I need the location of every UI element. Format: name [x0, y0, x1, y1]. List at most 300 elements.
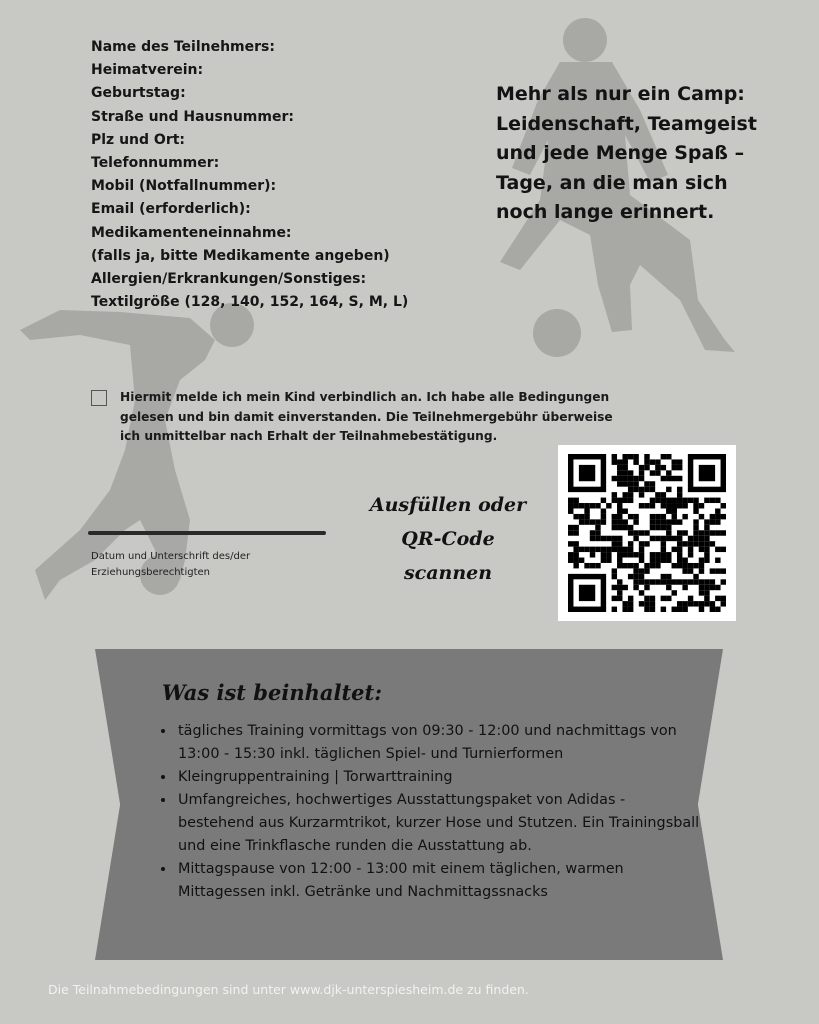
qr-module — [595, 547, 600, 552]
qr-module — [606, 552, 611, 557]
qr-module — [666, 525, 671, 530]
qr-module — [715, 547, 720, 552]
qr-module — [661, 607, 666, 612]
qr-module — [617, 465, 622, 470]
qr-module — [677, 536, 682, 541]
qr-module — [590, 519, 595, 524]
qr-module — [584, 519, 589, 524]
qr-module — [715, 585, 720, 590]
qr-module — [666, 574, 671, 579]
form-field-zip-city[interactable]: Plz und Ort: — [91, 131, 186, 148]
qr-module — [704, 530, 709, 535]
qr-module — [622, 459, 627, 464]
qr-module — [661, 498, 666, 503]
qr-module — [693, 601, 698, 606]
qr-module — [710, 568, 715, 573]
form-field-birthday[interactable]: Geburtstag: — [91, 85, 186, 102]
qr-module — [721, 568, 726, 573]
qr-module — [682, 514, 687, 519]
signature-line[interactable] — [88, 531, 326, 535]
qr-module — [688, 579, 693, 584]
qr-module — [606, 503, 611, 508]
qr-code-icon — [568, 454, 726, 612]
qr-module — [590, 563, 595, 568]
consent-checkbox[interactable] — [91, 390, 107, 406]
qr-module — [612, 459, 617, 464]
qr-module — [672, 590, 677, 595]
qr-module — [704, 498, 709, 503]
qr-module — [590, 547, 595, 552]
qr-module — [693, 563, 698, 568]
qr-module — [704, 541, 709, 546]
qr-module — [699, 536, 704, 541]
qr-module — [644, 568, 649, 573]
qr-module — [622, 470, 627, 475]
qr-module — [661, 514, 666, 519]
form-field-phone[interactable]: Telefonnummer: — [91, 155, 220, 172]
qr-module — [699, 563, 704, 568]
qr-module — [644, 579, 649, 584]
qr-module — [650, 470, 655, 475]
qr-module — [639, 530, 644, 535]
qr-module — [612, 585, 617, 590]
qr-module — [573, 525, 578, 530]
list-item: • Umfangreiches, hochwertiges Ausstattungspaket von Adidas - bestehend aus Kurzarmtrikot, kurzer Hose und Stutzen. Ein Trainingsball und eine Trinkflasche runden die Ausstattung ab. — [176, 789, 706, 858]
form-field-street[interactable]: Straße und Hausnummer: — [91, 108, 294, 125]
form-field-allergies[interactable]: Allergien/Erkrankungen/Sonstiges: — [91, 271, 367, 288]
form-field-mobile[interactable]: Mobil (Notfallnummer): — [91, 178, 277, 195]
qr-module — [622, 519, 627, 524]
qr-module — [628, 492, 633, 497]
qr-module — [672, 547, 677, 552]
qr-module — [699, 547, 704, 552]
qr-module — [655, 498, 660, 503]
signature-caption — [91, 549, 291, 580]
qr-module — [617, 563, 622, 568]
qr-module — [639, 503, 644, 508]
qr-module — [666, 476, 671, 481]
qr-module — [704, 558, 709, 563]
qr-module — [617, 476, 622, 481]
qr-module — [622, 585, 627, 590]
qr-module — [688, 568, 693, 573]
qr-module — [666, 579, 671, 584]
qr-module — [628, 454, 633, 459]
qr-module — [633, 454, 638, 459]
qr-module — [622, 481, 627, 486]
qr-module — [639, 552, 644, 557]
qr-module — [721, 530, 726, 535]
qr-module — [655, 465, 660, 470]
qr-module — [693, 508, 698, 513]
qr-module — [617, 585, 622, 590]
qr-module — [612, 536, 617, 541]
qr-module — [704, 579, 709, 584]
qr-module — [699, 607, 704, 612]
qr-module — [672, 508, 677, 513]
qr-module — [693, 525, 698, 530]
qr-module — [715, 508, 720, 513]
qr-module — [699, 585, 704, 590]
qr-module — [568, 508, 573, 513]
qr-module — [693, 541, 698, 546]
qr-module — [595, 525, 600, 530]
qr-module — [715, 607, 720, 612]
qr-module — [628, 607, 633, 612]
qr-module — [661, 574, 666, 579]
qr-module — [622, 607, 627, 612]
qr-module — [721, 514, 726, 519]
qr-module — [661, 503, 666, 508]
qr-module — [639, 568, 644, 573]
qr-module — [704, 547, 709, 552]
qr-module — [688, 536, 693, 541]
qr-module — [628, 514, 633, 519]
qr-module — [666, 498, 671, 503]
qr-module — [633, 579, 638, 584]
qr-module — [617, 541, 622, 546]
qr-module — [682, 607, 687, 612]
qr-module — [579, 503, 584, 508]
qr-module — [688, 498, 693, 503]
qr-module — [682, 530, 687, 535]
soccer-ball-icon-right — [533, 309, 581, 357]
qr-module — [650, 558, 655, 563]
qr-module — [672, 519, 677, 524]
qr-module — [628, 596, 633, 601]
qr-module — [639, 590, 644, 595]
qr-call-to-action — [356, 488, 540, 590]
qr-module — [721, 601, 726, 606]
qr-module — [650, 579, 655, 584]
qr-module — [568, 525, 573, 530]
qr-module — [573, 541, 578, 546]
qr-module — [715, 514, 720, 519]
qr-module — [622, 601, 627, 606]
qr-module — [704, 525, 709, 530]
qr-module — [704, 590, 709, 595]
qr-module — [677, 563, 682, 568]
qr-module — [666, 519, 671, 524]
qr-module — [573, 558, 578, 563]
qr-module — [710, 519, 715, 524]
qr-module — [612, 498, 617, 503]
qr-module — [710, 498, 715, 503]
qr-module — [704, 536, 709, 541]
qr-module — [672, 514, 677, 519]
qr-module — [661, 541, 666, 546]
qr-module — [682, 601, 687, 606]
qr-module — [655, 525, 660, 530]
qr-module — [628, 525, 633, 530]
qr-module — [584, 563, 589, 568]
qr-module — [666, 530, 671, 535]
qr-module — [644, 459, 649, 464]
qr-module — [699, 590, 704, 595]
qr-module — [672, 459, 677, 464]
qr-module — [666, 558, 671, 563]
qr-module — [617, 547, 622, 552]
qr-module — [650, 481, 655, 486]
qr-module — [682, 558, 687, 563]
qr-module — [579, 547, 584, 552]
qr-module — [628, 563, 633, 568]
qr-module — [650, 601, 655, 606]
form-field-participant-name[interactable]: Name des Teilnehmers: — [91, 39, 275, 55]
qr-module — [682, 563, 687, 568]
qr-module — [590, 536, 595, 541]
qr-module — [710, 530, 715, 535]
qr-module — [639, 465, 644, 470]
qr-module — [655, 459, 660, 464]
qr-module — [628, 487, 633, 492]
cta-line2: QR-Code — [401, 528, 495, 550]
qr-module — [666, 470, 671, 475]
qr-module — [644, 454, 649, 459]
qr-module — [606, 558, 611, 563]
qr-module — [699, 503, 704, 508]
footer-note[interactable]: Die Teilnahmebedingungen sind unter www.djk-unterspiesheim.de zu finden. — [48, 982, 529, 997]
qr-module — [617, 590, 622, 595]
qr-module — [617, 519, 622, 524]
qr-module — [595, 536, 600, 541]
form-field-medication-note: (falls ja, bitte Medikamente angeben) — [91, 247, 390, 264]
qr-module — [633, 459, 638, 464]
qr-module — [688, 601, 693, 606]
qr-module — [721, 579, 726, 584]
qr-module — [682, 498, 687, 503]
qr-module — [677, 487, 682, 492]
qr-module — [655, 563, 660, 568]
qr-module — [693, 498, 698, 503]
qr-module — [672, 607, 677, 612]
qr-module — [650, 498, 655, 503]
qr-module — [633, 514, 638, 519]
qr-module — [677, 607, 682, 612]
included-list — [158, 720, 706, 904]
qr-module — [672, 503, 677, 508]
qr-module — [704, 601, 709, 606]
qr-module — [601, 519, 606, 524]
form-field-medication[interactable]: Medikamenteneinnahme: — [91, 224, 292, 241]
qr-module — [612, 596, 617, 601]
qr-module — [693, 519, 698, 524]
qr-module — [677, 498, 682, 503]
qr-module — [661, 579, 666, 584]
qr-module — [677, 552, 682, 557]
qr-module — [650, 514, 655, 519]
qr-module — [693, 503, 698, 508]
qr-module — [612, 514, 617, 519]
qr-module — [573, 530, 578, 535]
qr-module — [704, 552, 709, 557]
qr-module — [617, 498, 622, 503]
qr-module — [628, 476, 633, 481]
qr-module — [612, 492, 617, 497]
qr-module — [721, 547, 726, 552]
qr-module — [661, 525, 666, 530]
qr-module — [612, 519, 617, 524]
qr-module — [710, 607, 715, 612]
qr-module — [682, 568, 687, 573]
qr-module — [584, 514, 589, 519]
included-title: Was ist beinhaltet: — [162, 680, 382, 705]
qr-module — [568, 503, 573, 508]
qr-module — [650, 607, 655, 612]
qr-module — [633, 481, 638, 486]
qr-module — [628, 547, 633, 552]
qr-module — [633, 519, 638, 524]
qr-module — [644, 596, 649, 601]
qr-module — [617, 481, 622, 486]
qr-module — [617, 558, 622, 563]
qr-module — [601, 498, 606, 503]
qr-module — [699, 514, 704, 519]
qr-module — [661, 596, 666, 601]
qr-module — [699, 465, 715, 481]
qr-module — [633, 568, 638, 573]
qr-module — [617, 459, 622, 464]
signature-caption-line2: Erziehungsberechtigten — [91, 566, 211, 578]
qr-module — [715, 568, 720, 573]
qr-module — [661, 536, 666, 541]
qr-module — [612, 547, 617, 552]
qr-module — [628, 601, 633, 606]
qr-module — [612, 574, 617, 579]
qr-module — [633, 476, 638, 481]
qr-module — [639, 547, 644, 552]
camp-tagline: Mehr als nur ein Camp: Leidenschaft, Teamgeist und jede Menge Spaß – Tage, an die man sich noch lange erinnert. — [496, 83, 757, 223]
qr-module — [601, 536, 606, 541]
list-item: • Kleingruppentraining | Torwarttraining — [176, 766, 706, 789]
qr-module — [606, 547, 611, 552]
qr-module — [677, 465, 682, 470]
qr-module — [622, 563, 627, 568]
qr-module — [672, 536, 677, 541]
qr-module — [655, 536, 660, 541]
qr-module — [606, 536, 611, 541]
qr-module — [650, 596, 655, 601]
qr-module — [628, 541, 633, 546]
qr-module — [617, 470, 622, 475]
qr-module — [688, 596, 693, 601]
qr-module — [699, 601, 704, 606]
qr-module — [710, 579, 715, 584]
form-field-email[interactable]: Email (erforderlich): — [91, 201, 251, 218]
qr-module — [677, 519, 682, 524]
qr-module — [688, 563, 693, 568]
qr-module — [639, 541, 644, 546]
qr-module — [644, 541, 649, 546]
qr-module — [601, 508, 606, 513]
qr-module — [612, 454, 617, 459]
qr-module — [650, 552, 655, 557]
qr-module — [666, 596, 671, 601]
qr-module — [677, 476, 682, 481]
qr-module — [644, 601, 649, 606]
qr-module — [590, 503, 595, 508]
qr-module — [688, 547, 693, 552]
qr-module — [650, 459, 655, 464]
qr-module — [650, 563, 655, 568]
qr-module — [677, 459, 682, 464]
qr-module — [666, 487, 671, 492]
qr-module — [699, 558, 704, 563]
qr-module — [639, 574, 644, 579]
qr-module — [617, 596, 622, 601]
qr-module — [644, 607, 649, 612]
qr-module — [579, 514, 584, 519]
qr-module — [682, 541, 687, 546]
qr-module — [579, 465, 595, 481]
form-field-textile-size[interactable]: Textilgröße (128, 140, 152, 164, S, M, L) — [91, 294, 409, 311]
qr-module — [633, 563, 638, 568]
qr-module — [601, 552, 606, 557]
qr-module — [704, 585, 709, 590]
qr-module — [715, 596, 720, 601]
qr-module — [666, 503, 671, 508]
list-item: • tägliches Training vormittags von 09:30 - 12:00 und nachmittags von 13:00 - 15:30 inkl. täglichen Spiel- und Turnierformen — [176, 720, 706, 766]
qr-module — [644, 465, 649, 470]
qr-module — [612, 568, 617, 573]
qr-module — [617, 579, 622, 584]
qr-module — [573, 563, 578, 568]
qr-module — [573, 547, 578, 552]
qr-module — [644, 563, 649, 568]
qr-module — [644, 487, 649, 492]
qr-module — [568, 552, 573, 557]
qr-module — [595, 503, 600, 508]
qr-module — [682, 585, 687, 590]
qr-module — [633, 487, 638, 492]
list-item: • Mittagspause von 12:00 - 13:00 mit einem täglichen, warmen Mittagessen inkl. Getränke und Nachmittagssnacks — [176, 858, 706, 904]
qr-module — [677, 492, 682, 497]
qr-module — [661, 465, 666, 470]
qr-module — [590, 530, 595, 535]
qr-module — [661, 558, 666, 563]
form-field-home-club[interactable]: Heimatverein: — [91, 62, 204, 79]
qr-module — [601, 514, 606, 519]
qr-module — [622, 476, 627, 481]
qr-module — [650, 525, 655, 530]
qr-module — [677, 541, 682, 546]
qr-module — [699, 568, 704, 573]
signature-caption-line1: Datum und Unterschrift des/der — [91, 551, 251, 562]
qr-module — [672, 498, 677, 503]
qr-module — [622, 508, 627, 513]
qr-module — [601, 558, 606, 563]
qr-module — [568, 530, 573, 535]
qr-module — [622, 498, 627, 503]
qr-module — [579, 519, 584, 524]
qr-module — [693, 530, 698, 535]
qr-module — [628, 552, 633, 557]
qr-module — [617, 514, 622, 519]
qr-module — [612, 476, 617, 481]
qr-module — [639, 492, 644, 497]
qr-module — [639, 579, 644, 584]
qr-module — [655, 519, 660, 524]
qr-module — [628, 574, 633, 579]
qr-module — [693, 536, 698, 541]
qr-module — [622, 547, 627, 552]
qr-module — [672, 476, 677, 481]
qr-module — [617, 508, 622, 513]
qr-module — [633, 552, 638, 557]
qr-code[interactable] — [558, 445, 736, 621]
qr-module — [715, 519, 720, 524]
qr-module — [677, 601, 682, 606]
